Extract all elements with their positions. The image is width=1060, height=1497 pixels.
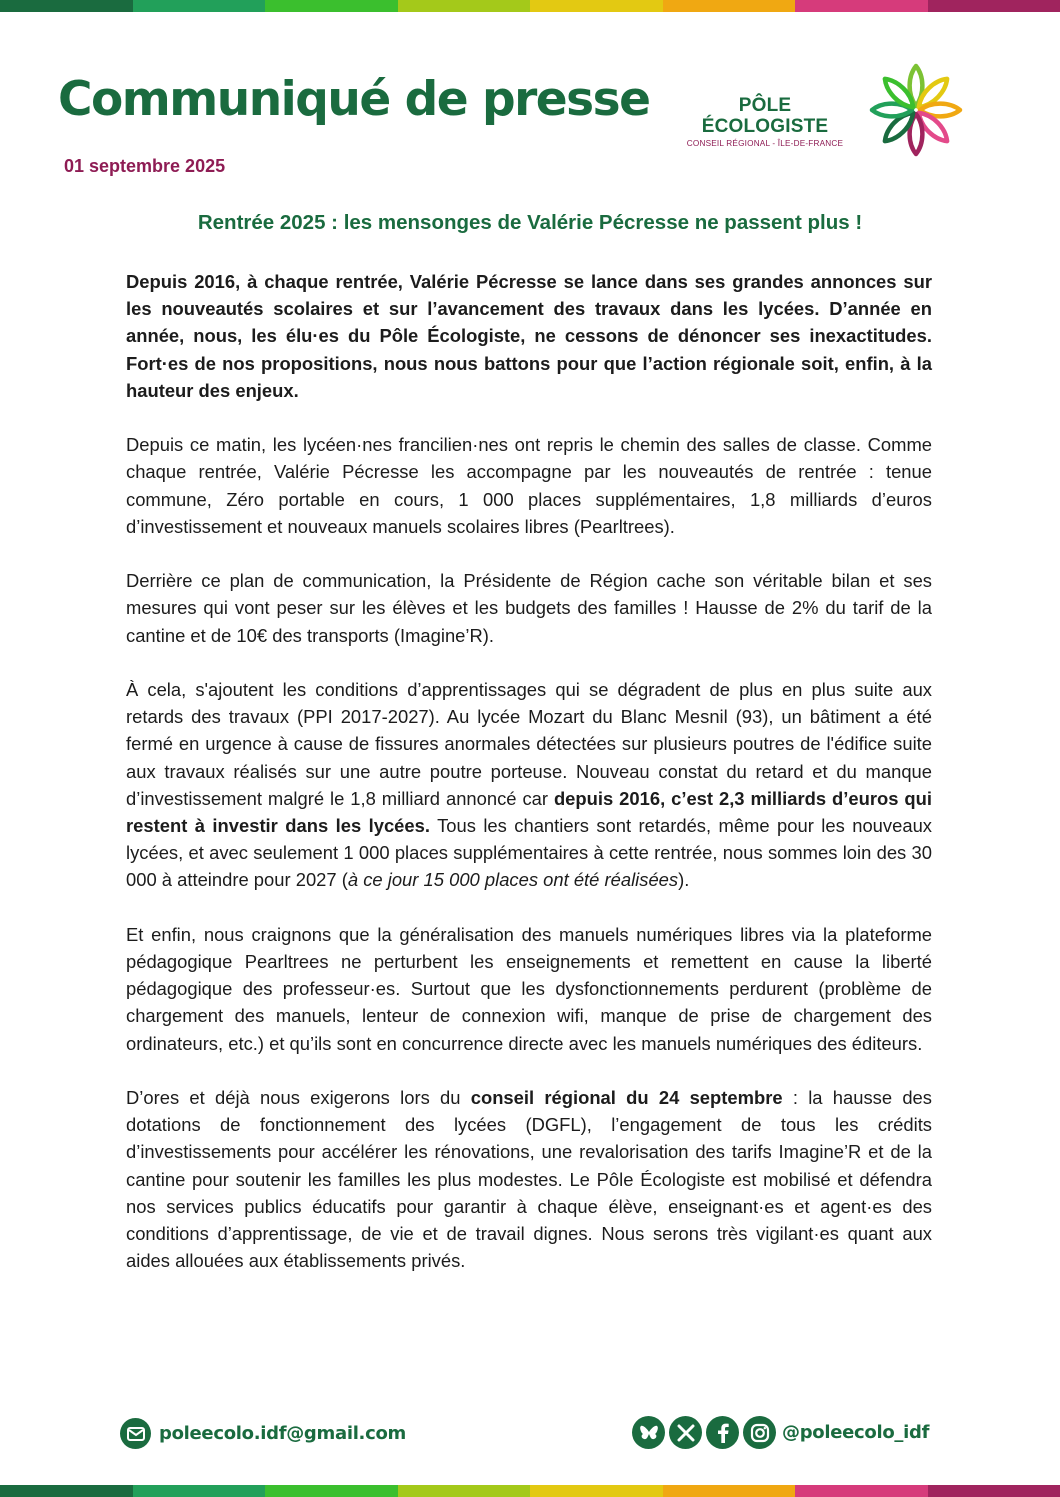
organization-logo-text [674,96,856,148]
paragraph-exigences: D’ores et déjà nous exigerons lors du conseil régional du 24 septembre : la hausse des dotations de fonctionnement des lycées (DGFL), l’engagement de tous les crédits d’investissements pour accélérer les rénovations, une revalorisation des tarifs Imagine’R et de la cantine pour soutenir les familles les plus modestes. Le Pôle Écologiste est mobilisé et défendra nos services publics éducatifs pour garantir à chaque élève, enseignant·es et agent·es des conditions d’apprentissage, de vie et de travail dignes. Nous serons très vigilant·es quant aux aides allouées aux établissements privés. [126,1087,932,1272]
publication-date: 01 septembre 2025 [64,156,226,176]
x-icon[interactable] [669,1416,702,1449]
intro-paragraph: Depuis 2016, à chaque rentrée, Valérie Pécresse se lance dans ses grandes annonces sur les nouveautés scolaires et sur l’avancement des travaux dans les lycées. D’année en année, nous, les élu·es du Pôle Écologiste, ne cessons de dénoncer ses inexactitudes. Fort·es de nos propositions, nous nous battons pour que l’action régionale soit, enfin, à la hauteur des enjeux. [126,271,932,401]
bluesky-icon[interactable] [632,1416,665,1449]
paragraph-manuels: Et enfin, nous craignons que la généralisation des manuels numériques libres via la plateforme pédagogique Pearltrees ne perturbent les enseignements et remettent en cause la liberté pédagogique des professeur·es. Surtout que les dysfonctionnements perdurent (problème de chargement des manuels, lenteur de connexion wifi, manque de prise de chargement des ordinateurs, etc.) et qu’ils sont en concurrence directe avec les manuels numériques des éditeurs. [126,923,932,1054]
top-color-stripe [0,0,1060,12]
note-places: à ce jour 15 000 places ont été réalisées [347,869,679,891]
paragraph-travaux: À cela, s'ajoutent les conditions d’apprentissages qui se dégradent de plus en plus suite aux retards des travaux (PPI 2017-2027). Au lycée Mozart du Blanc Mesnil (93), un bâtiment a été fermé en urgence à cause de fissures anormales détectées sur plusieurs poutres de l'édifice suite aux travaux réalisés sur une autre poutre porteuse. Nouveau constat du retard et du manque d’investissement malgré le 1,8 milliard annoncé car depuis 2016, c’est 2,3 milliards d’euros qui restent à investir dans les lycées. Tous les chantiers sont retardés, même pour les nouveaux lycées, et avec seulement 1 000 places supplémentaires à cette rentrée, nous sommes loin des 30 000 à atteindre pour 2027 (à ce jour 15 000 places ont été réalisées). [126,679,932,891]
social-handle[interactable]: @poleecolo_idf [782,1422,930,1443]
footer-email[interactable] [120,1418,406,1449]
headline: Rentrée 2025 : les mensonges de Valérie Pécresse ne passent plus ! [197,211,863,234]
paragraph-bilan: Derrière ce plan de communication, la Présidente de Région cache son véritable bilan et ses mesures qui vont peser sur les élèves et les budgets des familles ! Hausse de 2% du tarif de la cantine et de 10€ des transports (Imagine’R). [126,570,932,646]
mail-icon [120,1418,151,1449]
page-title: Communiqué de presse [58,72,650,127]
paragraph-rentree: Depuis ce matin, les lycéen·nes francilien·nes ont repris le chemin des salles de classe. Comme chaque rentrée, Valérie Pécresse les accompagne par les nouveautés de rentrée : tenue commune, Zéro portable en cours, 1 000 places supplémentaires, 1,8 milliards d’euros d’investissement et nouveaux manuels scolaires libres (Pearltrees). [126,434,932,537]
bottom-color-stripe [0,1485,1060,1497]
organization-subtitle: CONSEIL RÉGIONAL - ÎLE-DE-FRANCE [686,138,844,148]
press-release-body [126,268,932,1302]
footer-social [632,1416,929,1449]
organization-name: PÔLE ÉCOLOGISTE [701,95,829,137]
highlight-investment: depuis 2016, c’est 2,3 milliards d’euros qui restent à investir dans les lycées. [126,787,932,837]
flower-logo-icon [866,62,966,158]
highlight-conseil: conseil régional du 24 septembre [470,1087,783,1109]
facebook-icon[interactable] [706,1416,739,1449]
instagram-icon[interactable] [743,1416,776,1449]
email-link[interactable]: poleecolo.idf@gmail.com [159,1423,406,1444]
